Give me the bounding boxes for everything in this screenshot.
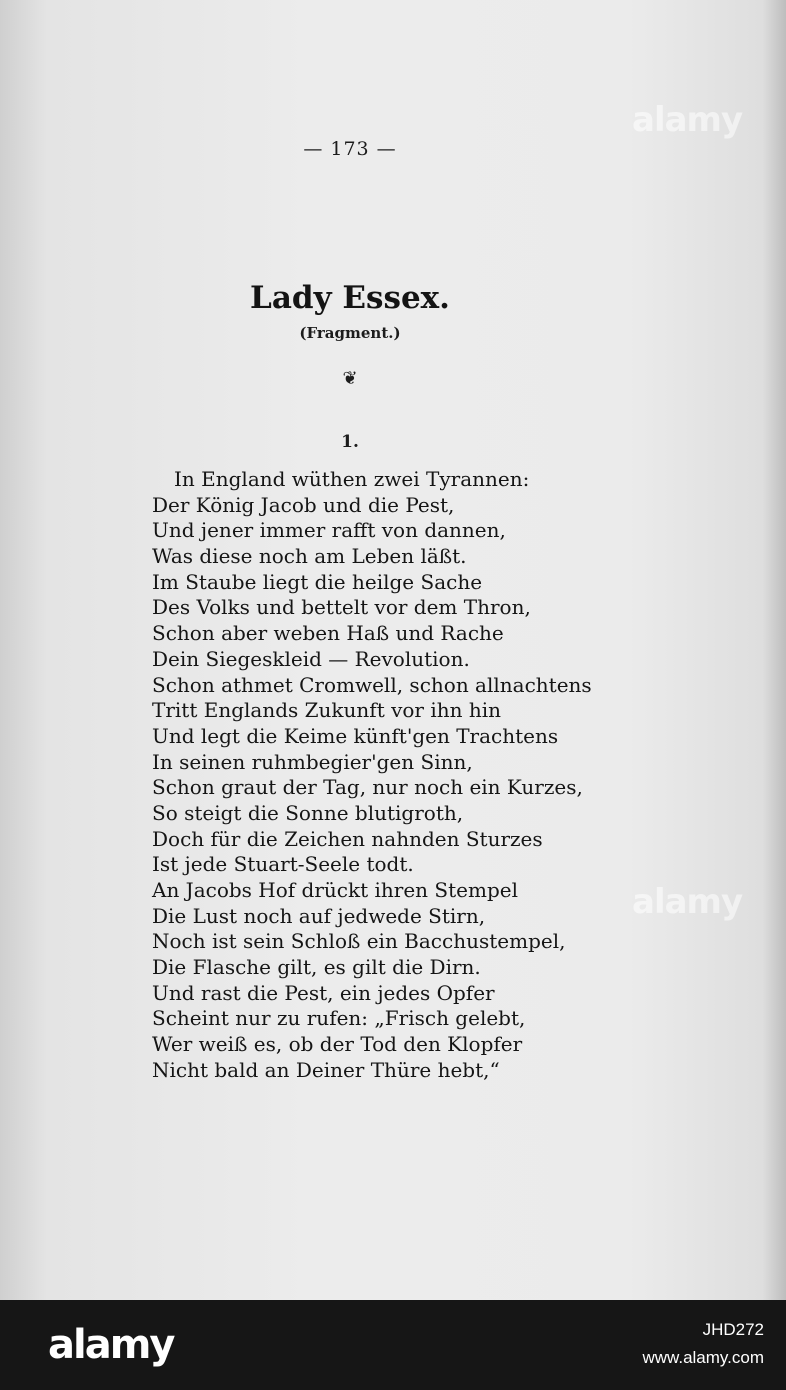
poem-line: Noch ist sein Schloß ein Bacchustempel, [152,929,566,954]
site-url: www.alamy.com [642,1348,764,1367]
poem-line: Der König Jacob und die Pest, [152,492,455,517]
poem-line: Tritt Englands Zukunft vor ihn hin [152,698,502,723]
page-number: — 173 — [303,138,397,160]
image-id: JHD272 [702,1320,764,1339]
poem-line: Schon aber weben Haß und Rache [152,621,504,646]
poem-line: Was diese noch am Leben läßt. [152,544,467,569]
poem-line: Doch für die Zeichen nahnden Sturzes [152,826,543,851]
poem-line: Und rast die Pest, ein jedes Opfer [152,980,495,1005]
poem-line: Ist jede Stuart-Seele todt. [152,852,414,877]
alamy-logo: alamy [48,1322,174,1368]
poem-line: Die Lust noch auf jedwede Stirn, [152,903,486,928]
poem-line: Und jener immer rafft von dannen, [152,518,506,543]
poem-line: An Jacobs Hof drückt ihren Stempel [152,878,518,902]
poem-line: In England wüthen zwei Tyrannen: [174,467,530,491]
poem-line: Schon athmet Cromwell, schon allnachtens [152,672,592,697]
poem-line: Des Volks und bettelt vor dem Thron, [152,595,531,620]
poem-line: Im Staube liegt die heilge Sache [152,569,483,594]
poem-text [152,467,622,1084]
poem-subtitle: (Fragment.) [299,324,401,342]
poem-line: Die Flasche gilt, es gilt die Dirn. [152,955,481,980]
section-number: 1. [341,432,359,452]
poem-line: Nicht bald an Deiner Thüre hebt,“ [152,1057,500,1082]
poem-line: Schon graut der Tag, nur noch ein Kurzes, [152,775,583,800]
watermark-logo: alamy [632,100,743,140]
poem-line: In seinen ruhmbegier'gen Sinn, [152,749,473,774]
ornament-icon: ❦ [342,368,358,389]
poem-line: Dein Siegeskleid — Revolution. [152,646,470,671]
stock-footer-bar [0,1300,786,1390]
poem-line: Scheint nur zu rufen: „Frisch gelebt, [152,1006,526,1031]
poem-line: So steigt die Sonne blutigroth, [152,800,464,825]
poem-line: Wer weiß es, ob der Tod den Klopfer [152,1032,523,1057]
poem-line: Und legt die Keime künft'gen Trachtens [152,723,559,748]
watermark-logo: alamy [632,882,743,922]
poem-title: Lady Essex. [250,280,450,316]
